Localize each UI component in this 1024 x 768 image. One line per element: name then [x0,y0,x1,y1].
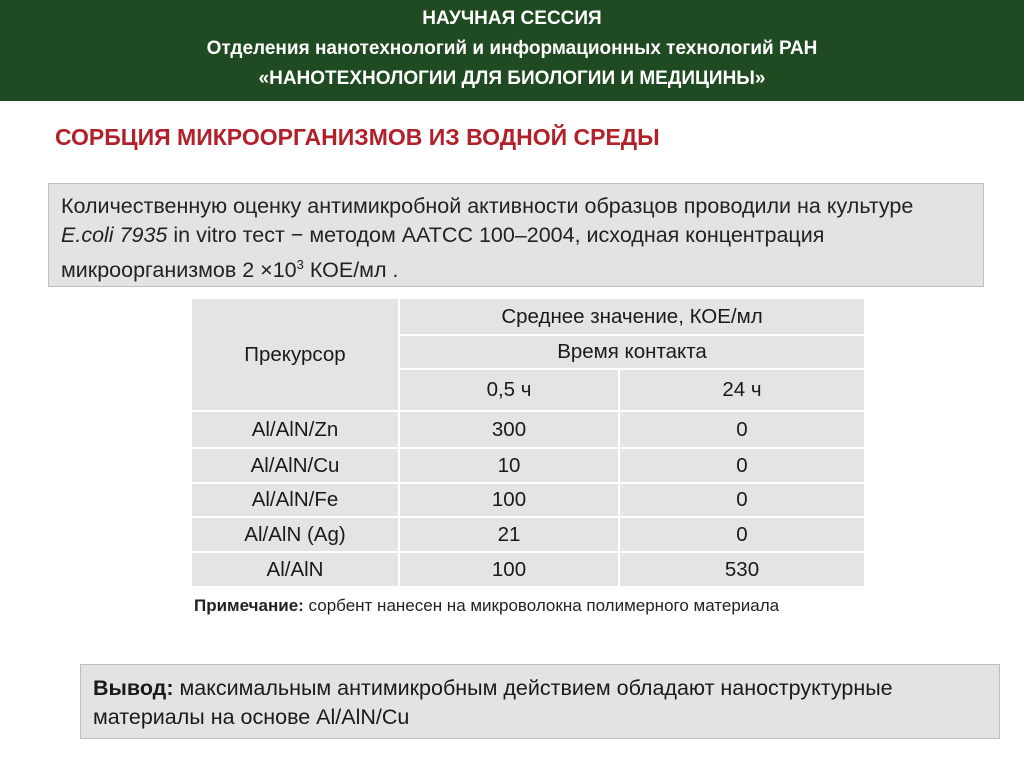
header-topic: «НАНОТЕХНОЛОГИИ ДЛЯ БИОЛОГИИ И МЕДИЦИНЫ» [258,68,766,89]
cell-0-5h: 10 [399,448,619,483]
cell-0-5h: 100 [399,552,619,587]
intro-text-part3: КОЕ/мл . [303,258,399,283]
conclusion-text: максимальным антимикробным действием обладают наноструктурные материалы на основе Al/AlN/Cu [93,676,893,729]
cell-0-5h: 21 [399,517,619,552]
slide-title: СОРБЦИЯ МИКРООРГАНИЗМОВ ИЗ ВОДНОЙ СРЕДЫ [55,124,660,150]
results-table [190,297,866,588]
cell-24h: 0 [619,411,865,448]
cell-24h: 0 [619,448,865,483]
conclusion-label: Вывод: [93,676,174,700]
intro-text-box [48,183,984,287]
cell-precursor: Al/AlN/Fe [191,483,399,517]
intro-text-part1: Количественную оценку антимикробной активности образцов проводили на культуре [61,194,914,218]
note-label: Примечание: [194,596,304,615]
cell-24h: 0 [619,483,865,517]
conclusion-box [80,664,1000,739]
intro-organism: E.coli 7935 [61,223,168,247]
header-divider [0,101,1024,104]
header-contact-time: Время контакта [399,335,865,369]
header-department: Отделения нанотехнологий и информационных технологий РАН [206,38,818,59]
intro-exponent: 3 [296,257,304,272]
header-mean-value: Среднее значение, КОЕ/мл [399,298,865,335]
cell-precursor: Al/AlN [191,552,399,587]
header-col-0-5h: 0,5 ч [399,369,619,411]
table-note [194,594,884,618]
cell-24h: 530 [619,552,865,587]
table-row [191,483,865,517]
note-text: сорбент нанесен на микроволокна полимерного материала [303,596,780,615]
table-row [191,411,865,448]
cell-precursor: Al/AlN/Cu [191,448,399,483]
header-session-title: НАУЧНАЯ СЕССИЯ [422,8,602,29]
table-row [191,552,865,587]
table-row [191,448,865,483]
cell-24h: 0 [619,517,865,552]
slide-header [0,0,1024,101]
table-row [191,517,865,552]
cell-precursor: Al/AlN (Ag) [191,517,399,552]
cell-0-5h: 100 [399,483,619,517]
header-precursor: Прекурсор [191,298,399,411]
cell-precursor: Al/AlN/Zn [191,411,399,448]
intro-text-part2: in vitro тест − методом AATCC 100–2004, исходная концентрация микроорганизмов 2 ×10 [61,223,825,283]
header-col-24h: 24 ч [619,369,865,411]
cell-0-5h: 300 [399,411,619,448]
